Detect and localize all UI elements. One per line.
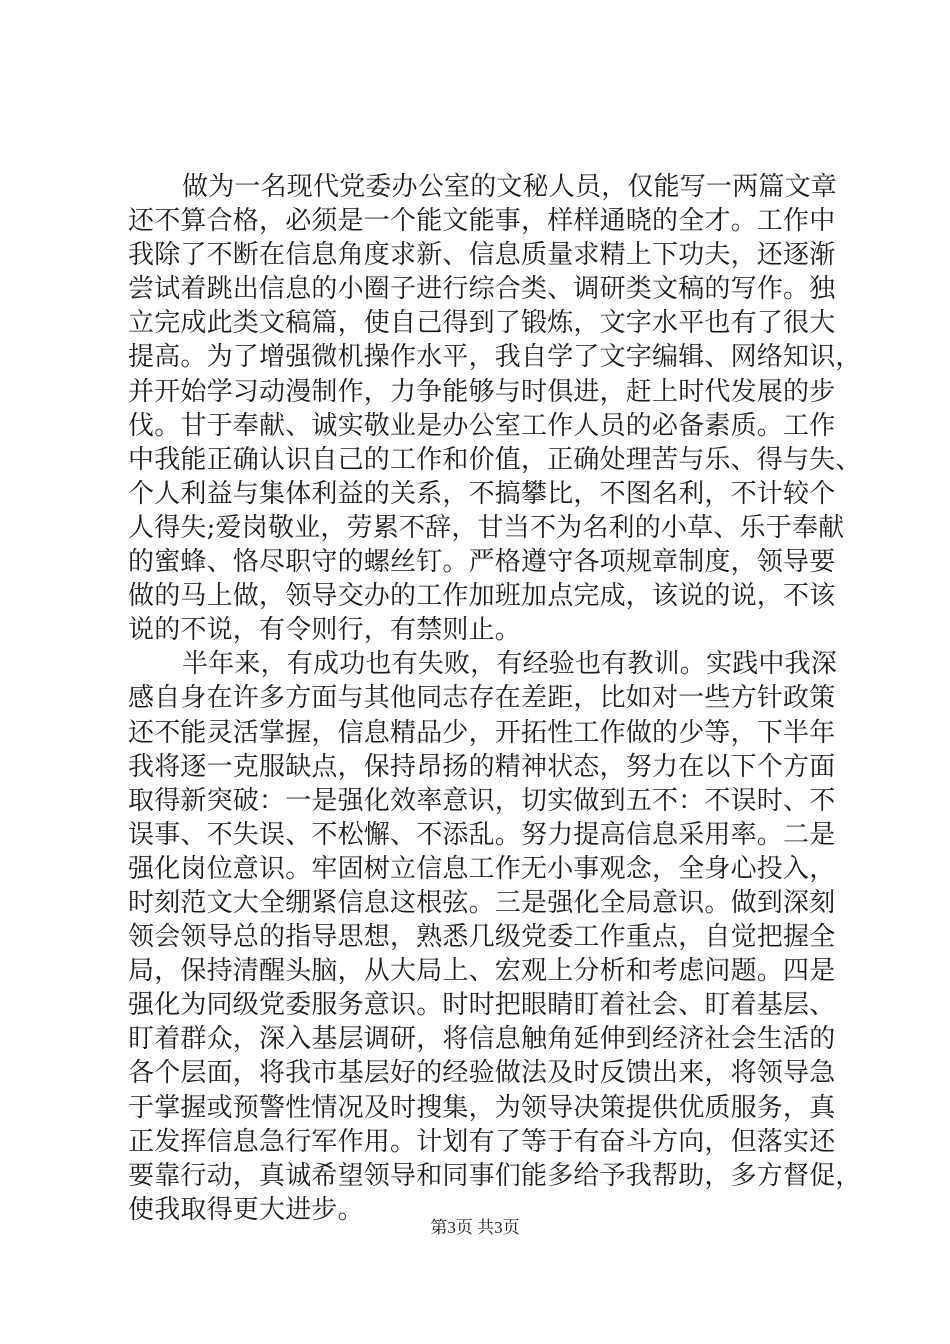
paragraph-2-line-12: 盯着群众，深入基层调研，将信息触角延伸到经济社会生活的: [128, 1024, 836, 1055]
paragraph-2-line-3: 还不能灵活掌握，信息精品少，开拓性工作做的少等，下半年: [128, 717, 836, 748]
paragraph-1-line-14: 说的不说，有令则行，有禁则止。: [128, 615, 522, 646]
paragraph-1-line-11: 人得失;爱岗敬业，劳累不辞，甘当不为名利的小草、乐于奉献: [128, 512, 845, 543]
paragraph-2-line-15: 正发挥信息急行军作用。计划有了等于有奋斗方向，但落实还: [128, 1126, 836, 1157]
paragraph-2-line-10: 局，保持清醒头脑，从大局上、宏观上分析和考虑问题。四是: [128, 956, 836, 987]
paragraph-2-line-13: 各个层面，将我市基层好的经验做法及时反馈出来，将领导急: [128, 1058, 836, 1089]
paragraph-2-line-9: 领会领导总的指导思想，熟悉几级党委工作重点，自觉把握全: [128, 922, 836, 953]
paragraph-1-line-7: 并开始学习动漫制作，力争能够与时俱进，赶上时代发展的步: [128, 376, 836, 407]
paragraph-1-line-1: 做为一名现代党委办公室的文秘人员，仅能写一两篇文章: [182, 172, 838, 202]
paragraph-1-line-12: 的蜜蜂、恪尽职守的螺丝钉。严格遵守各项规章制度，领导要: [128, 547, 836, 578]
paragraph-2-line-17: 使我取得更大进步。: [128, 1194, 364, 1225]
paragraph-2-line-11: 强化为同级党委服务意识。时时把眼睛盯着社会、盯着基层、: [128, 990, 836, 1021]
paragraph-2-line-7: 强化岗位意识。牢固树立信息工作无小事观念，全身心投入，: [128, 853, 836, 884]
paragraph-2-line-16: 要靠行动，真诚希望领导和同事们能多给予我帮助，多方督促，: [128, 1160, 862, 1191]
paragraph-2-line-5: 取得新突破：一是强化效率意识，切实做到五不：不误时、不: [128, 785, 836, 816]
paragraph-1-line-10: 个人利益与集体利益的关系，不搞攀比，不图名利，不计较个: [128, 478, 836, 509]
paragraph-1-line-9: 中我能正确认识自己的工作和价值，正确处理苦与乐、得与失、: [128, 444, 862, 475]
page-number-footer: 第3页 共3页: [430, 1218, 520, 1237]
paragraph-2-line-4: 我将逐一克服缺点，保持昂扬的精神状态，努力在以下个方面: [128, 751, 836, 782]
paragraph-2-line-6: 误事、不失误、不松懈、不添乱。努力提高信息采用率。二是: [128, 819, 836, 850]
paragraph-2-line-1: 半年来，有成功也有失败，有经验也有教训。实践中我深: [182, 649, 838, 680]
paragraph-1-line-4: 尝试着跳出信息的小圈子进行综合类、调研类文稿的写作。独: [128, 274, 836, 305]
paragraph-2-line-2: 感自身在许多方面与其他同志存在差距，比如对一些方针政策: [128, 683, 836, 714]
paragraph-2-line-14: 于掌握或预警性情况及时搜集，为领导决策提供优质服务，真: [128, 1092, 836, 1123]
paragraph-1-line-8: 伐。甘于奉献、诚实敬业是办公室工作人员的必备素质。工作: [128, 410, 836, 441]
paragraph-1-line-5: 立完成此类文稿篇，使自己得到了锻炼，文字水平也有了很大: [128, 308, 836, 339]
paragraph-1-line-6: 提高。为了增强微机操作水平，我自学了文字编辑、网络知识，: [128, 342, 862, 373]
document-body: [128, 170, 862, 1227]
paragraph-2-line-8: 时刻范文大全绷紧信息这根弦。三是强化全局意识。做到深刻: [128, 887, 836, 918]
paragraph-1-line-3: 我除了不断在信息角度求新、信息质量求精上下功夫，还逐渐: [128, 240, 836, 271]
paragraph-1-line-2: 还不算合格，必须是一个能文能事，样样通晓的全才。工作中: [128, 206, 836, 237]
paragraph-1-line-13: 做的马上做，领导交办的工作加班加点完成，该说的说，不该: [128, 581, 836, 612]
